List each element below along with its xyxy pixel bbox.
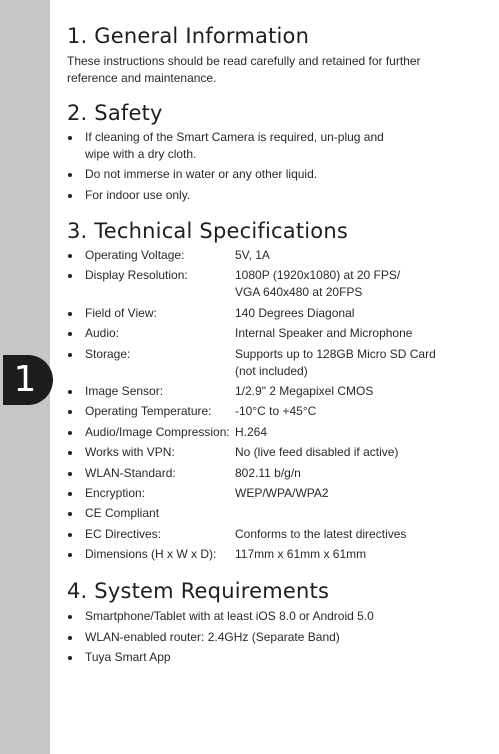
spec-label: Dimensions (H x W x D):: [85, 547, 217, 562]
safety-item: If cleaning of the Smart Camera is required, un-plug and wipe with a dry cloth.: [67, 129, 397, 163]
safety-list: [67, 129, 397, 207]
spec-row: [67, 424, 487, 441]
spec-value: 5V, 1A: [235, 248, 270, 262]
general-info-text: These instructions should be read carefully and retained for further reference and maintenance.: [67, 54, 421, 85]
spec-label: Operating Temperature:: [85, 404, 212, 419]
spec-row: [67, 403, 487, 420]
section-title-safety: 2. Safety: [67, 101, 163, 125]
spec-value: [235, 505, 487, 522]
spec-value: Internal Speaker and Microphone: [235, 326, 413, 341]
spec-value: 140 Degrees Diagonal: [235, 305, 355, 320]
spec-row: [67, 325, 487, 342]
spec-label: CE Compliant: [85, 506, 160, 521]
requirement-item: WLAN-enabled router: 2.4GHz (Separate Band): [67, 629, 487, 646]
spec-value: 117mm x 61mm x 61mm: [235, 547, 367, 562]
spec-label: Audio:: [85, 326, 120, 341]
specs-list: [67, 247, 487, 566]
spec-value: H.264: [235, 424, 268, 439]
spec-label: Field of View:: [85, 305, 157, 320]
spec-label: EC Directives:: [85, 526, 162, 541]
spec-row: [67, 526, 487, 543]
spec-value: Conforms to the latest directives: [235, 526, 407, 541]
spec-label: Storage:: [85, 346, 131, 361]
spec-label: Display Resolution:: [85, 268, 188, 283]
spec-label: Image Sensor:: [85, 383, 164, 398]
section-title-requirements: 4. System Requirements: [67, 579, 330, 603]
section-title-general: 1. General Information: [67, 24, 310, 48]
spec-label: Works with VPN:: [85, 445, 175, 460]
spec-row: [67, 485, 487, 502]
requirement-item: Smartphone/Tablet with at least iOS 8.0 or Android 5.0: [67, 608, 487, 625]
spec-value: 1/2.9" 2 Megapixel CMOS: [235, 383, 374, 398]
page-number-tab: [3, 355, 53, 405]
spec-label: Encryption:: [85, 485, 146, 500]
spec-value: -10°C to +45°C: [235, 404, 317, 419]
safety-item: For indoor use only.: [67, 187, 397, 204]
spec-value: 802.11 b/g/n: [235, 465, 301, 480]
spec-label: WLAN-Standard:: [85, 465, 176, 480]
spec-row: [67, 546, 487, 563]
section-title-specs: 3. Technical Specifications: [67, 219, 348, 243]
spec-value: No (live feed disabled if active): [235, 445, 399, 460]
spec-row: [67, 267, 487, 301]
spec-row: [67, 465, 487, 482]
requirements-list: [67, 608, 487, 670]
spec-row: [67, 305, 487, 322]
spec-row: [67, 505, 487, 522]
spec-value: Supports up to 128GB Micro SD Card (not included): [235, 346, 436, 378]
spec-row: [67, 247, 487, 264]
page-number: 1: [13, 358, 37, 400]
spec-value: WEP/WPA/WPA2: [235, 485, 329, 500]
requirement-item: Tuya Smart App: [67, 649, 487, 666]
spec-label: Audio/Image Compression:: [85, 424, 230, 439]
spec-row: [67, 383, 487, 400]
spec-row: [67, 444, 487, 461]
spec-label: Operating Voltage:: [85, 248, 185, 262]
safety-item: Do not immerse in water or any other liquid.: [67, 166, 397, 183]
spec-row: [67, 346, 487, 380]
spec-value: 1080P (1920x1080) at 20 FPS/ VGA 640x480 at 20FPS: [235, 268, 401, 300]
